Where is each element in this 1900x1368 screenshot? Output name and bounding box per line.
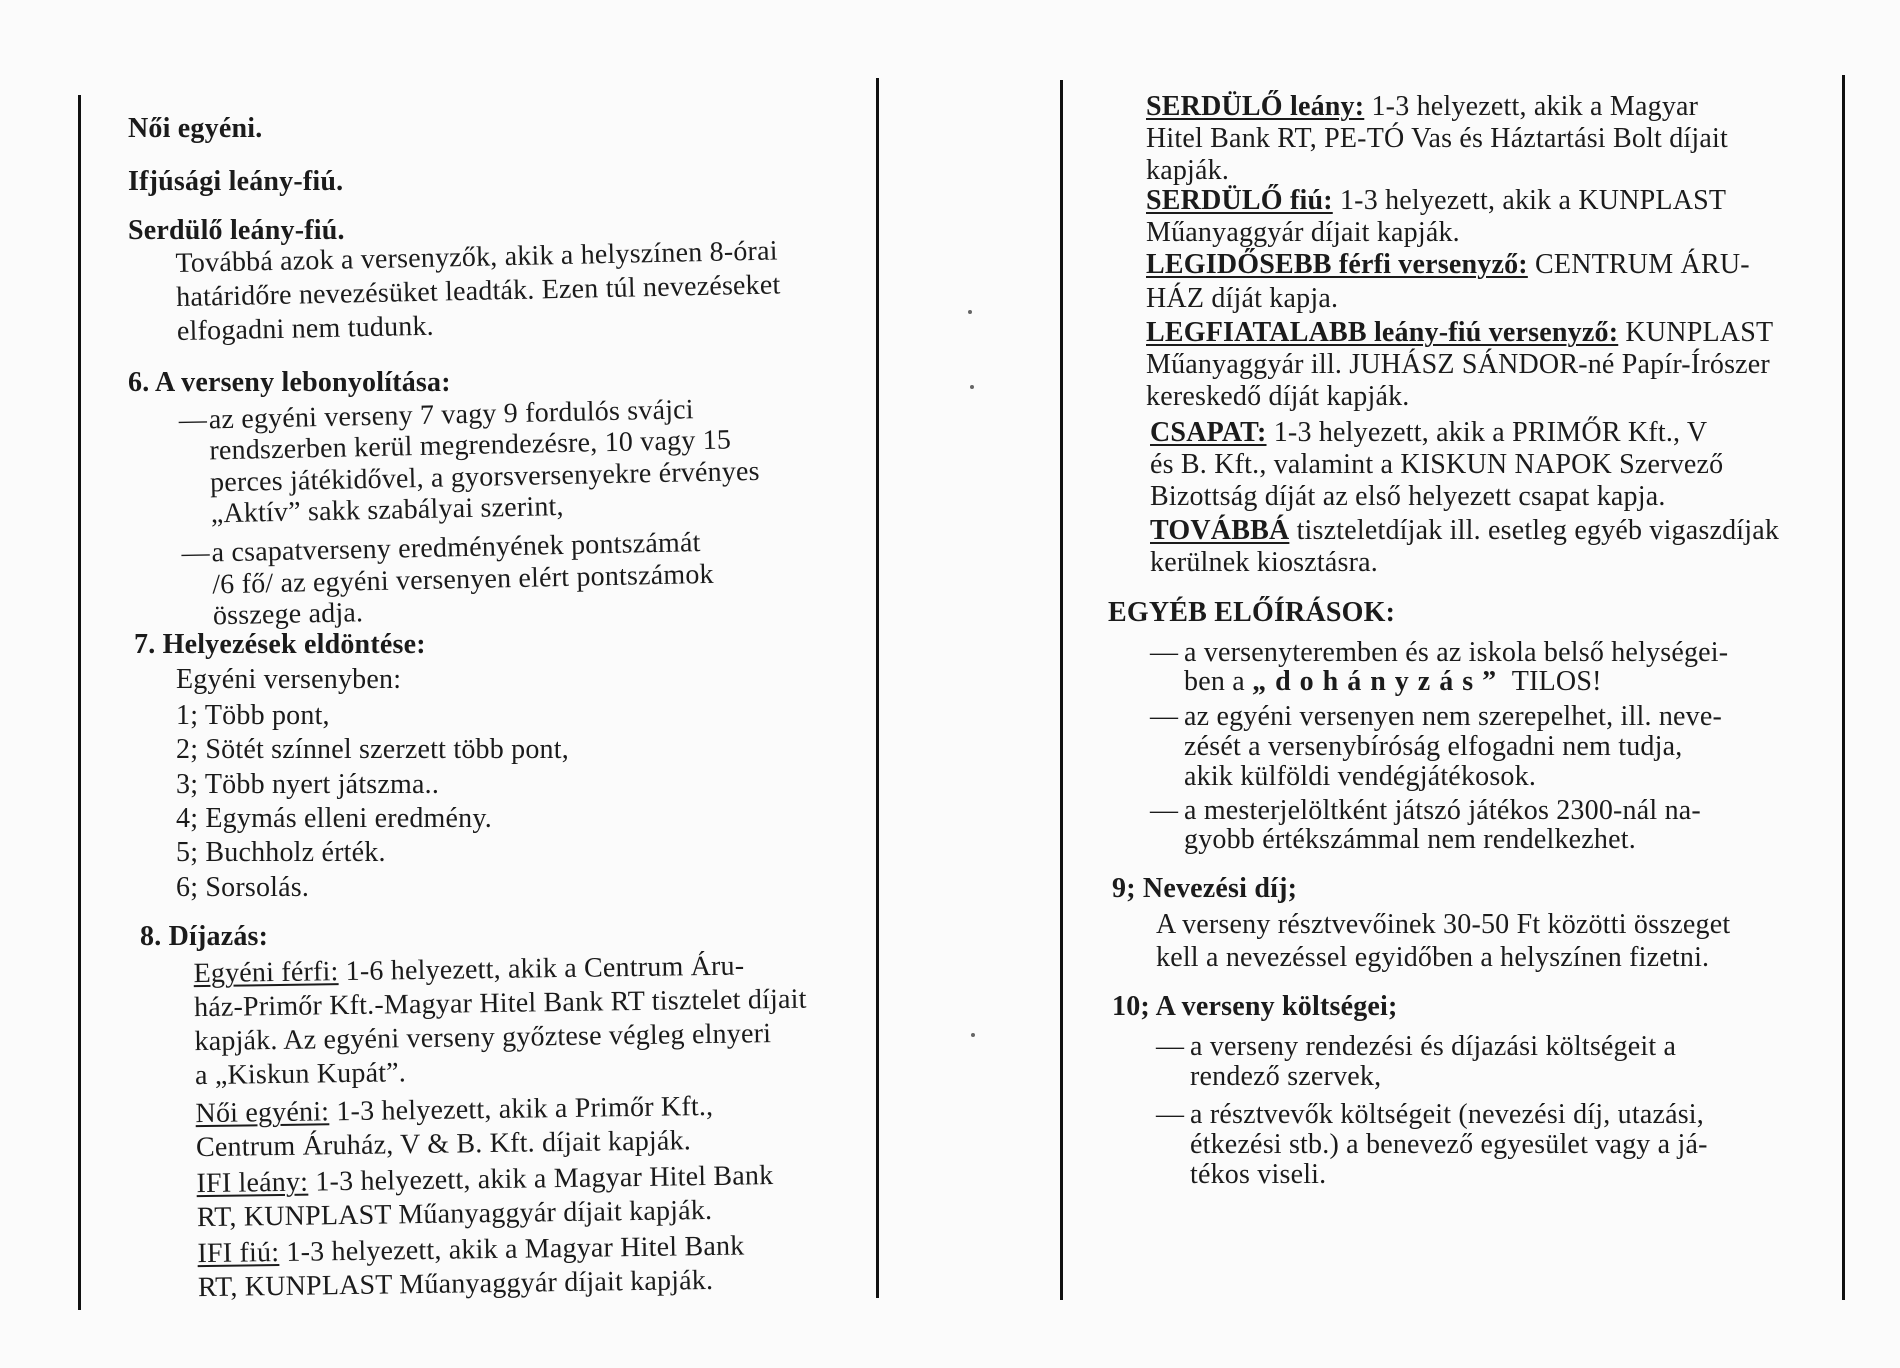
section-10-title: 10; A verseny költségei; bbox=[1112, 991, 1398, 1022]
list-item-line: rendszerben kerül megrendezésre, 10 vagy 15 bbox=[209, 424, 732, 467]
list-item-line: zését a versenybíróság elfogadni nem tudja, bbox=[1184, 731, 1683, 762]
list-item-line: „Aktív” sakk szabályai szerint, bbox=[210, 490, 564, 530]
text-span: KUNPLAST bbox=[1618, 317, 1774, 348]
list-item: 2; Sötét színnel szerzett több pont, bbox=[176, 734, 569, 765]
text-line: Centrum Áruház, V & B. Kft. díjait kapják. bbox=[195, 1125, 692, 1164]
text-line: kell a nevezéssel egyidőben a helyszínen fizetni. bbox=[1156, 942, 1710, 973]
list-item-line: a mesterjelöltként játszó játékos 2300-nál na- bbox=[1184, 795, 1701, 826]
list-item: 5; Buchholz érték. bbox=[176, 837, 386, 868]
text-line: RT, KUNPLAST Műanyaggyár díjait kapják. bbox=[197, 1264, 714, 1304]
text-line bbox=[1146, 248, 1750, 282]
award-label: CSAPAT: bbox=[1150, 417, 1267, 448]
list-item-line: a csapatverseny eredményének pontszámát bbox=[211, 527, 701, 569]
list-item-line: a versenyteremben és az iskola belső helységei- bbox=[1184, 637, 1729, 668]
scan-speck bbox=[970, 385, 974, 389]
dash-bullet: — bbox=[1156, 1031, 1184, 1062]
list-item-line: rendező szervek, bbox=[1190, 1061, 1382, 1092]
list-item-line: összege adja. bbox=[212, 597, 364, 632]
list-item-line: étkezési stb.) a benevező egyesület vagy a já- bbox=[1190, 1129, 1708, 1160]
section-8-title: 8. Díjazás: bbox=[140, 921, 269, 952]
award-label: SERDÜLŐ leány: bbox=[1146, 91, 1365, 122]
text-line: A verseny résztvevőinek 30-50 Ft közötti összeget bbox=[1156, 909, 1731, 940]
text-line: kapják. bbox=[1146, 155, 1230, 186]
text-line: a „Kiskun Kupát”. bbox=[194, 1057, 407, 1092]
text-span: 1-3 helyezett, akik a KUNPLAST bbox=[1332, 185, 1727, 216]
section-7-title: 7. Helyezések eldöntése: bbox=[134, 629, 426, 660]
award-label: LEGIDŐSEBB férfi versenyző: bbox=[1146, 249, 1528, 280]
list-item-line: perces játékidővel, a gyorsversenyekre érvényes bbox=[209, 455, 761, 499]
list-item-line: a résztvevők költségeit (nevezési díj, utazási, bbox=[1190, 1099, 1704, 1130]
text-line: ház-Primőr Kft.-Magyar Hitel Bank RT tisztelet díjait bbox=[193, 983, 807, 1024]
text-line: Hitel Bank RT, PE-TÓ Vas és Háztartási Bolt díjait bbox=[1146, 123, 1728, 154]
list-item-line: /6 fő/ az egyéni versenyen elért pontszámok bbox=[211, 558, 715, 601]
list-item-line bbox=[1184, 665, 1602, 699]
dash-bullet: — bbox=[178, 404, 208, 437]
dash-bullet: — bbox=[181, 537, 210, 569]
list-item: 4; Egymás elleni eredmény. bbox=[176, 803, 492, 834]
text-line: határidőre nevezésüket leadták. Ezen túl nevezéseket bbox=[175, 269, 781, 314]
text-line: Műanyaggyár díjait kapják. bbox=[1146, 217, 1460, 248]
heading-serdulo: Serdülő leány-fiú. bbox=[128, 215, 345, 246]
award-label: LEGFIATALABB leány-fiú versenyző: bbox=[1146, 317, 1619, 348]
award-label: SERDÜLŐ fiú: bbox=[1146, 185, 1333, 216]
text-line: kerülnek kiosztásra. bbox=[1150, 547, 1378, 578]
text-line: kereskedő díját kapják. bbox=[1146, 381, 1410, 412]
text-line bbox=[1146, 90, 1698, 124]
section-7-subtitle: Egyéni versenyben: bbox=[176, 664, 402, 695]
scan-speck bbox=[968, 310, 972, 314]
text-line: HÁZ díját kapja. bbox=[1146, 283, 1339, 314]
text-span: TILOS! bbox=[1505, 666, 1602, 697]
award-label: IFI fiú: bbox=[197, 1237, 280, 1270]
text-span: tiszteletdíjak ill. esetleg egyéb vigaszdíjak bbox=[1289, 515, 1780, 546]
award-label: IFI leány: bbox=[196, 1166, 309, 1200]
heading-ifjusagi: Ifjúsági leány-fiú. bbox=[128, 166, 344, 197]
text-span: 1-6 helyezett, akik a Centrum Áru- bbox=[338, 950, 745, 988]
section-egyeb-title: EGYÉB ELŐÍRÁSOK: bbox=[1108, 597, 1396, 628]
list-item-line: akik külföldi vendégjátékosok. bbox=[1184, 761, 1537, 792]
text-line bbox=[1146, 184, 1726, 218]
text-line: Bizottság díját az első helyezett csapat kapja. bbox=[1150, 481, 1666, 512]
center-right-rule bbox=[1060, 80, 1063, 1300]
text-span: 1-3 helyezett, akik a PRIMŐR Kft., V bbox=[1266, 417, 1708, 448]
heading-noi-egyeni: Női egyéni. bbox=[128, 113, 263, 144]
right-margin-rule bbox=[1842, 75, 1845, 1300]
section-6-title: 6. A verseny lebonyolítása: bbox=[128, 367, 451, 398]
emphasis-dohanyzas: „dohányzás” bbox=[1252, 666, 1506, 697]
text-span: 1-3 helyezett, akik a Magyar bbox=[1364, 91, 1699, 122]
text-line: Műanyaggyár ill. JUHÁSZ SÁNDOR-né Papír-Írószer bbox=[1146, 349, 1770, 380]
text-span: ben a bbox=[1184, 666, 1253, 697]
list-item-line: a verseny rendezési és díjazási költségeit a bbox=[1190, 1031, 1677, 1062]
section-9-title: 9; Nevezési díj; bbox=[1112, 873, 1298, 904]
text-line: elfogadni nem tudunk. bbox=[176, 310, 435, 348]
text-span: 1-3 helyezett, akik a Magyar Hitel Bank bbox=[307, 1160, 774, 1198]
award-label: Egyéni férfi: bbox=[193, 956, 339, 990]
list-item: 6; Sorsolás. bbox=[176, 872, 310, 903]
dash-bullet: — bbox=[1150, 637, 1178, 668]
text-line: RT, KUNPLAST Műanyaggyár díjait kapják. bbox=[196, 1194, 713, 1234]
text-line: Továbbá azok a versenyzők, akik a helyszínen 8-órai bbox=[175, 235, 778, 280]
text-line bbox=[1150, 514, 1779, 548]
text-line bbox=[1150, 416, 1707, 450]
text-line: és B. Kft., valamint a KISKUN NAPOK Szervező bbox=[1150, 449, 1724, 480]
award-label: TOVÁBBÁ bbox=[1150, 515, 1290, 546]
text-span: CENTRUM ÁRU- bbox=[1527, 249, 1750, 280]
list-item: 3; Több nyert játszma.. bbox=[176, 769, 440, 800]
dash-bullet: — bbox=[1156, 1099, 1184, 1130]
list-item-line: az egyéni verseny 7 vagy 9 fordulós svájci bbox=[208, 394, 695, 436]
text-span: 1-3 helyezett, akik a Primőr Kft., bbox=[328, 1090, 714, 1128]
scan-speck bbox=[971, 1033, 975, 1037]
list-item-line: gyobb értékszámmal nem rendelkezhet. bbox=[1184, 824, 1636, 855]
center-left-rule bbox=[876, 78, 879, 1298]
dash-bullet: — bbox=[1150, 701, 1178, 732]
dash-bullet: — bbox=[1150, 795, 1178, 826]
list-item: 1; Több pont, bbox=[176, 700, 330, 731]
text-span: 1-3 helyezett, akik a Magyar Hitel Bank bbox=[279, 1230, 745, 1269]
award-label: Női egyéni: bbox=[195, 1096, 330, 1130]
text-line bbox=[1146, 316, 1773, 350]
left-margin-rule bbox=[78, 95, 81, 1310]
text-line: kapják. Az egyéni verseny győztese végleg elnyeri bbox=[194, 1018, 772, 1058]
list-item-line: tékos viseli. bbox=[1190, 1159, 1327, 1190]
list-item-line: az egyéni versenyen nem szerepelhet, ill. neve- bbox=[1184, 701, 1723, 732]
